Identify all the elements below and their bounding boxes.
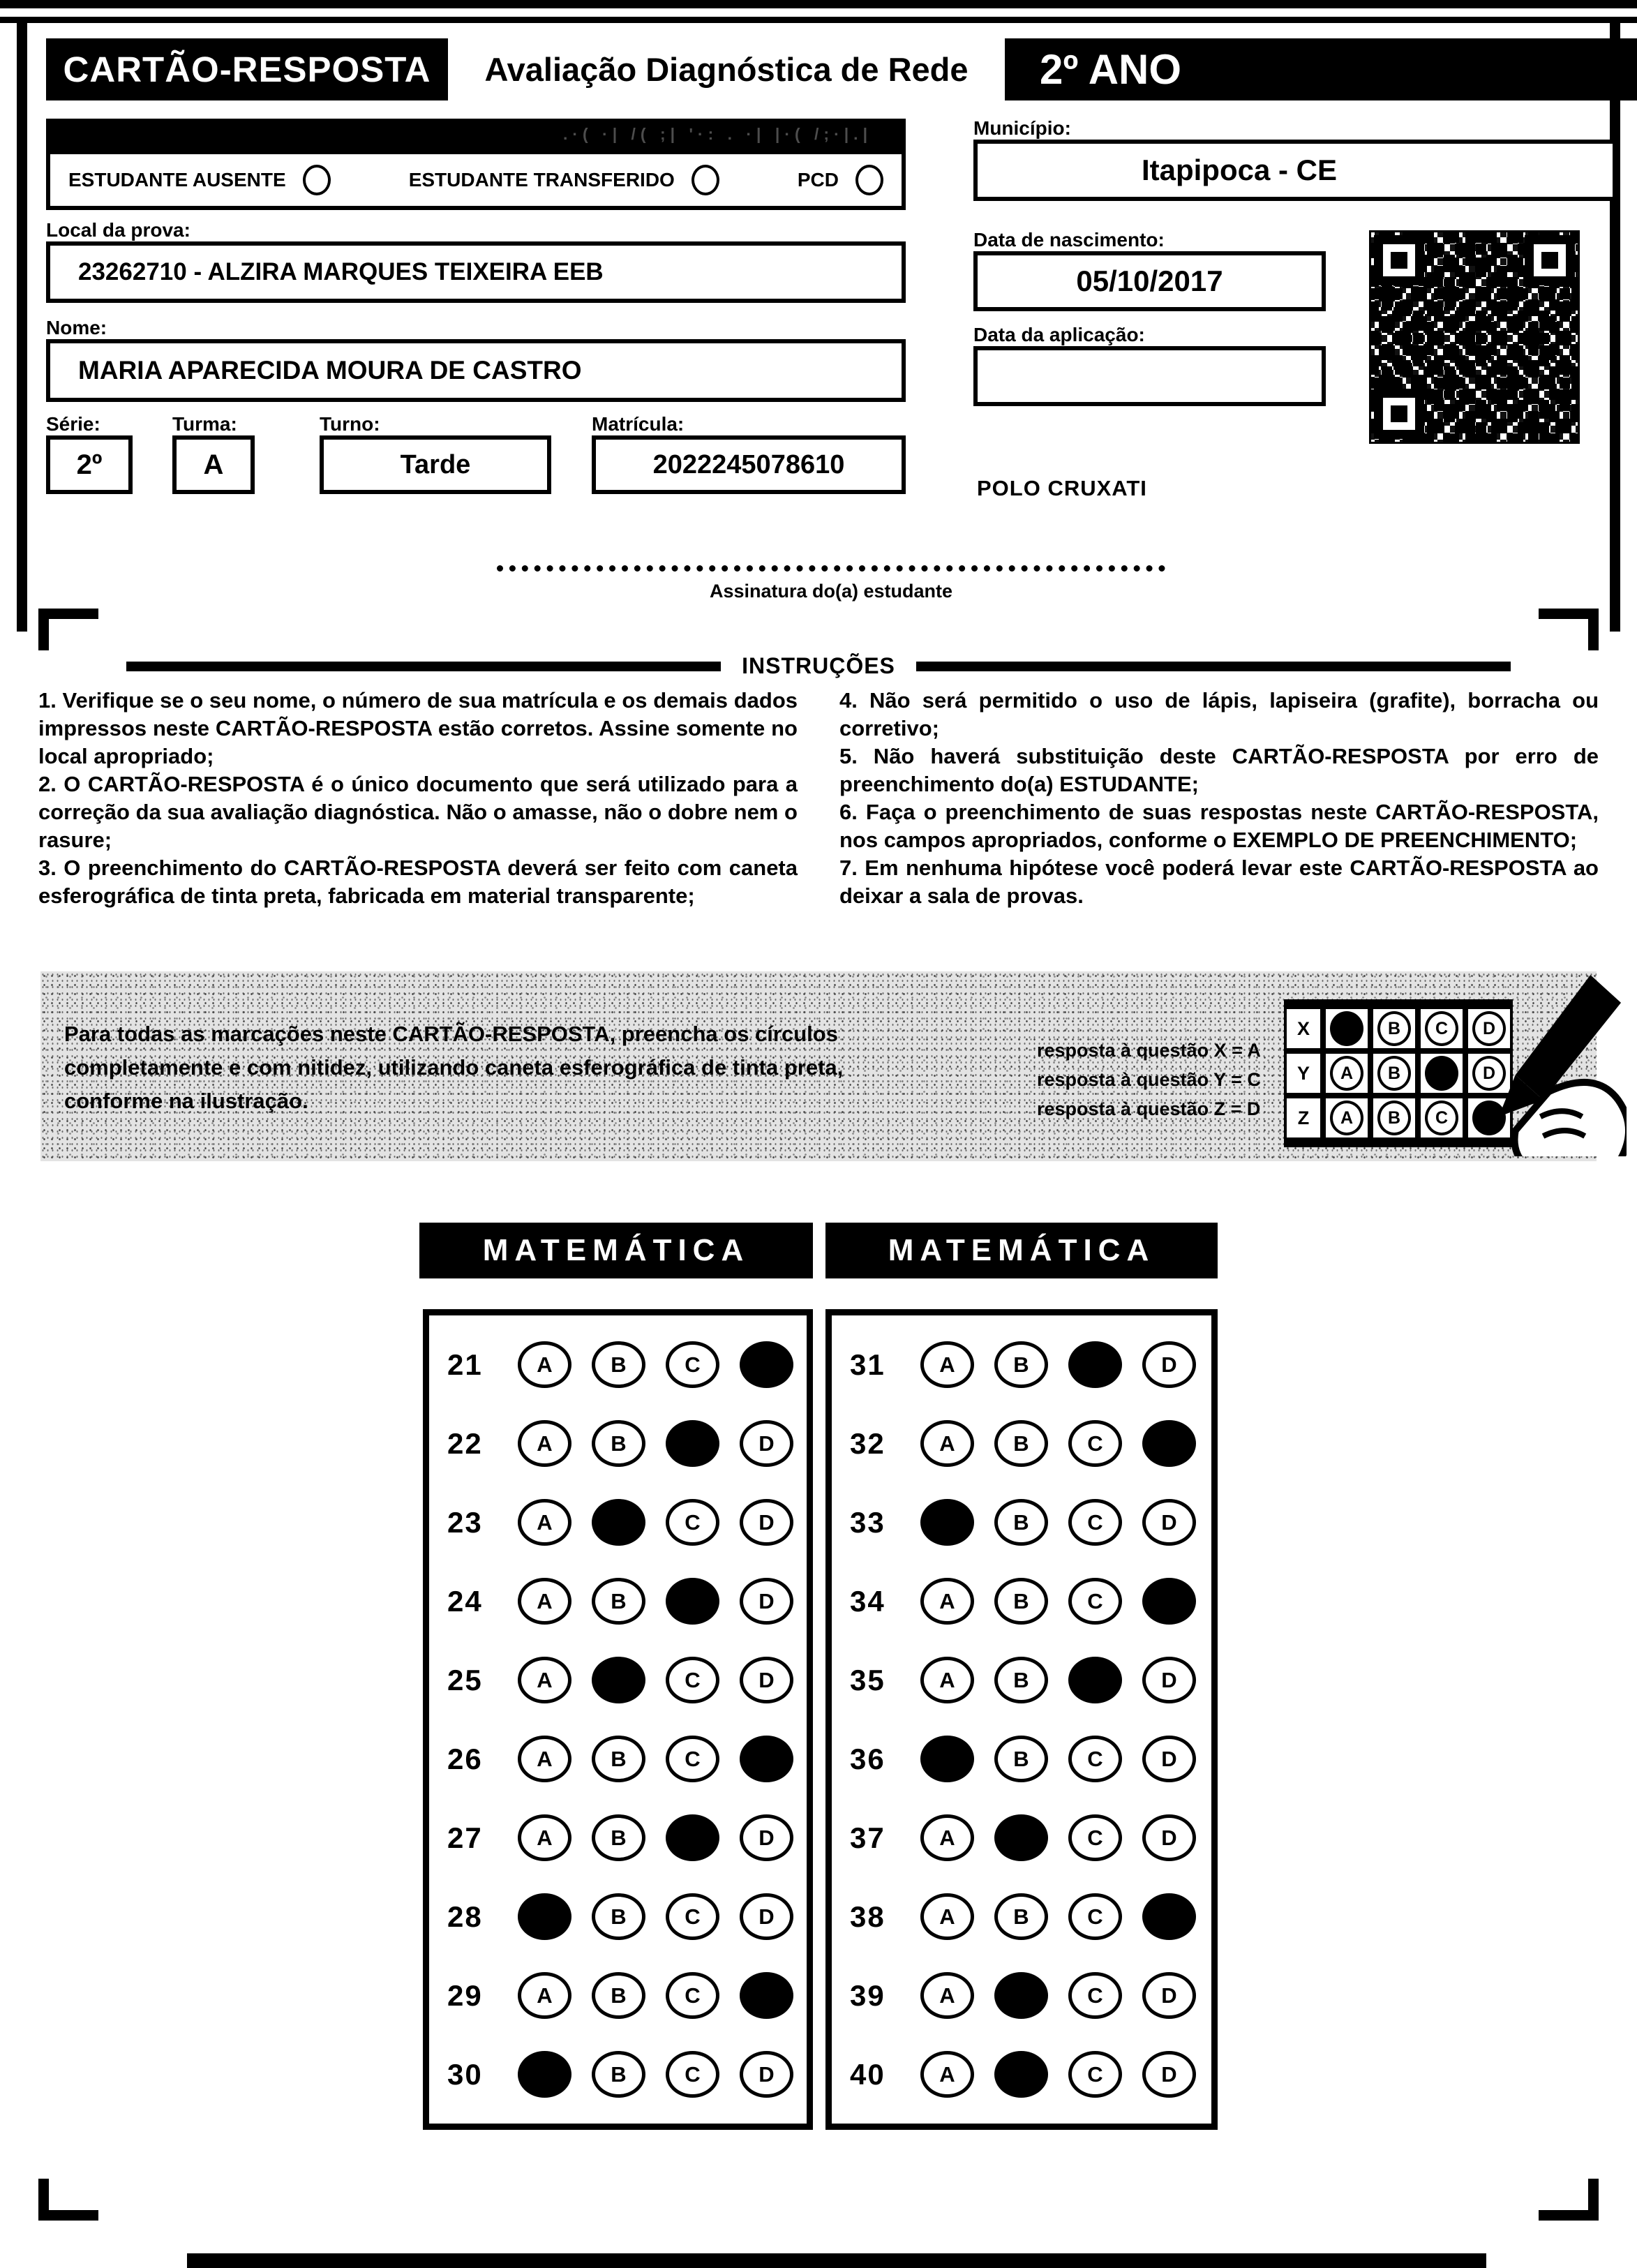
right-edge-bar [1610,23,1620,632]
crop-mark-bottom-left [38,2179,98,2221]
fill-example-caption-line: resposta à questão X = A [1037,1040,1261,1061]
answer-bubble-21-D[interactable] [740,1341,793,1388]
crop-mark-mid-right [1539,609,1599,650]
fill-example-bubble-A: A [1330,1056,1363,1091]
answer-bubble-26-B[interactable]: B [592,1736,645,1782]
question-number: 28 [447,1900,483,1933]
left-edge-bar [17,23,27,632]
instruction-item: 4. Não será permitido o uso de lápis, lapiseira (grafite), borracha ou corretivo; [839,688,1599,740]
data-aplicacao-label: Data da aplicação: [973,324,1145,345]
data-aplicacao-value-box[interactable] [973,346,1326,406]
question-number: 23 [447,1505,483,1539]
question-number: 21 [447,1348,483,1381]
question-number: 25 [447,1663,483,1696]
fill-example-cell [1418,1096,1465,1140]
applicator-strip-faded-text: .·( ·| /( ;| '·: . ·| |·( /;·|.| [562,125,872,143]
question-row [447,1657,807,1703]
nome-label: Nome: [46,317,107,338]
question-row [850,1972,1211,2019]
answer-bubble-34-B[interactable]: B [994,1578,1048,1625]
instruction-item: 3. O preenchimento do CARTÃO-RESPOSTA deverá ser feito com caneta esferográfica de tinta preta, fabricada em material transparente; [38,856,798,908]
subject-header-matematica-2: MATEMÁTICA [825,1223,1218,1278]
answer-bubble-32-B[interactable]: B [994,1420,1048,1467]
question-row [850,1499,1211,1546]
answer-bubble-23-D[interactable]: D [740,1499,793,1546]
answer-bubble-24-B[interactable]: B [592,1578,645,1625]
answer-bubble-40-D[interactable]: D [1142,2051,1196,2098]
answer-bubble-25-B[interactable] [592,1657,645,1703]
serie-value-box: 2º [46,435,133,494]
status-option [409,165,719,195]
question-number: 24 [447,1584,483,1618]
fill-example-bubble-B: B [1377,1056,1411,1091]
answer-bubble-36-B[interactable]: B [994,1736,1048,1782]
status-option [68,165,331,195]
question-row [447,1578,807,1625]
top-border-bar [0,0,1637,8]
municipio-label: Município: [973,117,1071,139]
answer-bubble-38-B[interactable]: B [994,1893,1048,1940]
question-number: 40 [850,2057,885,2091]
status-option-circle[interactable] [303,165,331,195]
answer-bubble-32-D[interactable] [1142,1420,1196,1467]
answer-bubble-26-A[interactable]: A [518,1736,571,1782]
fill-example-cell [1370,1006,1418,1051]
status-option-circle[interactable] [855,165,883,195]
answer-bubble-23-B[interactable] [592,1499,645,1546]
qr-finder-icon [1525,235,1575,285]
answer-bubble-37-A[interactable]: A [920,1814,974,1861]
card-title: CARTÃO-RESPOSTA [46,38,448,100]
answer-bubble-40-A[interactable]: A [920,2051,974,2098]
top-border-line [0,17,1637,23]
answer-bubble-28-A[interactable] [518,1893,571,1940]
answer-bubble-22-C[interactable] [666,1420,719,1467]
qr-code [1369,230,1580,444]
answer-bubble-37-D[interactable]: D [1142,1814,1196,1861]
answer-bubble-31-B[interactable]: B [994,1341,1048,1388]
answer-bubble-21-B[interactable]: B [592,1341,645,1388]
data-nascimento-label: Data de nascimento: [973,229,1165,251]
local-prova-label: Local da prova: [46,219,190,241]
answer-bubble-35-A[interactable]: A [920,1657,974,1703]
bottom-border-bar [187,2253,1486,2268]
instruction-item: 6. Faça o preenchimento de suas respostas neste CARTÃO-RESPOSTA, nos campos apropriados, conforme o EXEMPLO DE PREENCHIMENTO; [839,800,1599,852]
answer-bubble-22-D[interactable]: D [740,1420,793,1467]
question-row [447,1972,807,2019]
question-number: 38 [850,1900,885,1933]
answer-bubble-39-D[interactable]: D [1142,1972,1196,2019]
fill-example-bubble-B: B [1377,1011,1411,1046]
answer-bubble-38-D[interactable] [1142,1893,1196,1940]
question-row [850,1736,1211,1782]
answer-bubble-24-D[interactable]: D [740,1578,793,1625]
turma-value-box: A [172,435,255,494]
fill-example-cell [1418,1006,1465,1051]
question-row [447,1341,807,1388]
answer-bubble-27-C[interactable] [666,1814,719,1861]
fill-example-row-label: Z [1284,1096,1323,1140]
fill-example-bubble-C: C [1425,1101,1458,1135]
serie-label: Série: [46,413,100,435]
question-number: 30 [447,2057,483,2091]
question-row [850,1578,1211,1625]
answer-bubble-22-A[interactable]: A [518,1420,571,1467]
answer-bubble-29-B[interactable]: B [592,1972,645,2019]
answer-block-21-30 [423,1309,813,2130]
answer-bubble-37-B[interactable] [994,1814,1048,1861]
status-option-label: ESTUDANTE AUSENTE [68,169,286,191]
answer-bubble-25-D[interactable]: D [740,1657,793,1703]
question-row [447,1814,807,1861]
grade-banner: 2º ANO [1005,38,1637,100]
answer-bubble-32-C[interactable]: C [1068,1420,1122,1467]
status-checkbox-row [46,150,906,210]
fill-example-cell [1323,1006,1370,1051]
question-row [447,1736,807,1782]
answer-bubble-35-B[interactable]: B [994,1657,1048,1703]
hand-pen-illustration [1477,971,1627,1156]
answer-bubble-33-D[interactable]: D [1142,1499,1196,1546]
fill-example-row-label: Y [1284,1051,1323,1096]
answer-bubble-31-D[interactable]: D [1142,1341,1196,1388]
answer-bubble-39-B[interactable] [994,1972,1048,2019]
instruction-item: 5. Não haverá substituição deste CARTÃO-RESPOSTA por erro de preenchimento do(a) ESTUDANTE; [839,744,1599,796]
answer-bubble-35-C[interactable] [1068,1657,1122,1703]
instructions-column-left [38,687,798,910]
fill-example-cell [1370,1096,1418,1140]
turma-label: Turma: [172,413,237,435]
polo-label: POLO CRUXATI [977,476,1147,500]
crop-mark-mid-left [38,609,98,650]
answer-bubble-38-C[interactable]: C [1068,1893,1122,1940]
local-prova-value-box: 23262710 - ALZIRA MARQUES TEIXEIRA EEB [46,241,906,303]
answer-bubble-25-A[interactable]: A [518,1657,571,1703]
turno-value-box: Tarde [320,435,551,494]
crop-mark-bottom-right [1539,2179,1599,2221]
answer-bubble-30-A[interactable] [518,2051,571,2098]
answer-bubble-33-C[interactable]: C [1068,1499,1122,1546]
answer-bubble-24-A[interactable]: A [518,1578,571,1625]
answer-bubble-32-A[interactable]: A [920,1420,974,1467]
question-number: 31 [850,1348,885,1381]
answer-bubble-30-D[interactable]: D [740,2051,793,2098]
nome-value-box: MARIA APARECIDA MOURA DE CASTRO [46,339,906,402]
question-row [850,1420,1211,1467]
answer-bubble-39-A[interactable]: A [920,1972,974,2019]
answer-bubble-35-D[interactable]: D [1142,1657,1196,1703]
question-row [447,1499,807,1546]
fill-example-cell [1418,1051,1465,1096]
question-number: 34 [850,1584,885,1618]
question-number: 22 [447,1426,483,1460]
instructions-rule-right [916,662,1511,671]
answer-bubble-24-C[interactable] [666,1578,719,1625]
question-row [850,2051,1211,2098]
question-row [850,1341,1211,1388]
answer-bubble-38-A[interactable]: A [920,1893,974,1940]
question-row [447,2051,807,2098]
question-number: 26 [447,1742,483,1775]
fill-example-bubble-A: A [1330,1101,1363,1135]
turno-label: Turno: [320,413,380,435]
question-number: 29 [447,1978,483,2012]
question-number: 32 [850,1426,885,1460]
assessment-title: Avaliação Diagnóstica de Rede [448,38,1005,100]
answer-bubble-33-B[interactable]: B [994,1499,1048,1546]
answer-bubble-27-B[interactable]: B [592,1814,645,1861]
answer-bubble-37-C[interactable]: C [1068,1814,1122,1861]
answer-bubble-30-C[interactable]: C [666,2051,719,2098]
answer-bubble-34-C[interactable]: C [1068,1578,1122,1625]
answer-bubble-33-A[interactable] [920,1499,974,1546]
question-row [447,1420,807,1467]
answer-bubble-25-C[interactable]: C [666,1657,719,1703]
fill-example-caption-line: resposta à questão Z = D [1037,1098,1261,1119]
instructions-column-right [839,687,1599,910]
answer-bubble-36-D[interactable]: D [1142,1736,1196,1782]
fill-example-bubble-C: C [1425,1011,1458,1046]
subject-header-matematica-1: MATEMÁTICA [419,1223,813,1278]
answer-bubble-29-A[interactable]: A [518,1972,571,2019]
answer-bubble-40-B[interactable] [994,2051,1048,2098]
answer-bubble-22-B[interactable]: B [592,1420,645,1467]
answer-bubble-29-C[interactable]: C [666,1972,719,2019]
fill-example-note: Para todas as marcações neste CARTÃO-RESPOSTA, preencha os círculos completamente e com nitidez, utilizando caneta esferográfica de tinta preta, conforme na ilustração. [64,1022,844,1113]
answer-bubble-36-A[interactable] [920,1736,974,1782]
question-number: 39 [850,1978,885,2012]
fill-example-captions [1037,1036,1261,1124]
data-nascimento-value-box: 05/10/2017 [973,251,1326,311]
question-number: 36 [850,1742,885,1775]
matricula-value-box: 2022245078610 [592,435,906,494]
instructions-rule-left [126,662,721,671]
fill-example-bubble-C [1425,1056,1458,1091]
answer-bubble-23-A[interactable]: A [518,1499,571,1546]
fill-example-bubble-A [1330,1011,1363,1046]
fill-example-cell [1370,1051,1418,1096]
fill-example-bubble-B: B [1377,1101,1411,1135]
answer-bubble-28-D[interactable]: D [740,1893,793,1940]
question-number: 37 [850,1821,885,1854]
question-number: 35 [850,1663,885,1696]
answer-bubble-40-C[interactable]: C [1068,2051,1122,2098]
answer-bubble-39-C[interactable]: C [1068,1972,1122,2019]
answer-bubble-23-C[interactable]: C [666,1499,719,1546]
answer-block-31-40 [825,1309,1218,2130]
fill-example-row-label: X [1284,1006,1323,1051]
answer-bubble-36-C[interactable]: C [1068,1736,1122,1782]
question-number: 27 [447,1821,483,1854]
answer-bubble-34-D[interactable] [1142,1578,1196,1625]
answer-bubble-31-C[interactable] [1068,1341,1122,1388]
fill-example-caption-line: resposta à questão Y = C [1037,1069,1261,1090]
instruction-item: 7. Em nenhuma hipótese você poderá levar este CARTÃO-RESPOSTA ao deixar a sala de provas. [839,856,1599,908]
answer-bubble-28-B[interactable]: B [592,1893,645,1940]
question-row [850,1893,1211,1940]
status-option-label: PCD [797,169,839,191]
status-option-label: ESTUDANTE TRANSFERIDO [408,169,675,191]
signature-dotted-line[interactable] [497,565,1165,572]
instructions-header [0,653,1637,679]
instructions-title: INSTRUÇÕES [742,653,895,678]
status-option-circle[interactable] [692,165,719,195]
instruction-item: 1. Verifique se o seu nome, o número de sua matrícula e os demais dados impressos neste CARTÃO-RESPOSTA estão corretos. Assine somente no local apropriado; [38,688,798,768]
qr-finder-icon [1374,235,1424,285]
matricula-label: Matrícula: [592,413,685,435]
answer-bubble-34-A[interactable]: A [920,1578,974,1625]
question-row [447,1893,807,1940]
answer-bubble-29-D[interactable] [740,1972,793,2019]
answer-bubble-28-C[interactable]: C [666,1893,719,1940]
qr-finder-icon [1374,389,1424,439]
answer-bubble-21-C[interactable]: C [666,1341,719,1388]
question-number: 33 [850,1505,885,1539]
question-row [850,1657,1211,1703]
applicator-strip [46,119,906,150]
fill-example-band [40,971,1597,1161]
fill-example-bubble-D: D [1472,1011,1506,1046]
answer-bubble-27-D[interactable]: D [740,1814,793,1861]
status-option [798,165,883,195]
answer-bubble-26-D[interactable] [740,1736,793,1782]
answer-bubble-30-B[interactable]: B [592,2051,645,2098]
answer-bubble-27-A[interactable]: A [518,1814,571,1861]
fill-example-bubble-D: D [1472,1056,1506,1091]
municipio-value-box: Itapipoca - CE [973,140,1617,201]
answer-bubble-31-A[interactable]: A [920,1341,974,1388]
fill-example-cell [1323,1096,1370,1140]
instruction-item: 2. O CARTÃO-RESPOSTA é o único documento que será utilizado para a correção da sua avaliação diagnóstica. Não o amasse, não o dobre nem o rasure; [38,772,798,852]
question-row [850,1814,1211,1861]
answer-bubble-21-A[interactable]: A [518,1341,571,1388]
signature-label: Assinatura do(a) estudante [709,581,953,602]
answer-bubble-26-C[interactable]: C [666,1736,719,1782]
fill-example-cell [1323,1051,1370,1096]
